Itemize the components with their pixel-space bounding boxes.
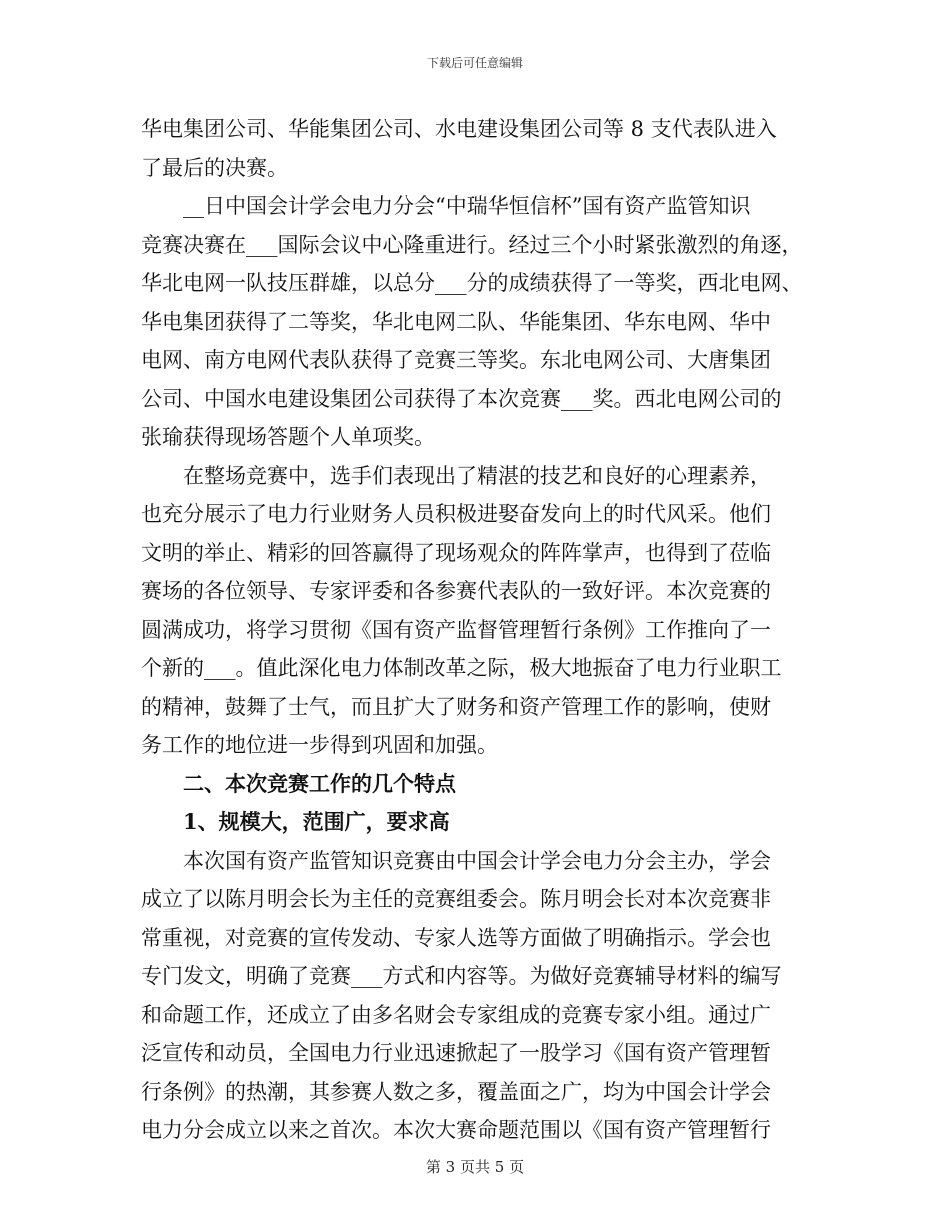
- text-line: 在整场竞赛中，选手们表现出了精湛的技艺和良好的心理素养，: [183, 463, 771, 488]
- text-line: 的精神，鼓舞了士气，而且扩大了财务和资产管理工作的影响，使财: [141, 694, 771, 719]
- text-line: 文明的举止、精彩的回答赢得了现场观众的阵阵掌声，也得到了莅临: [141, 540, 771, 565]
- text-line: 个新的___。值此深化电力体制改革之际，极大地振奋了电力行业职工: [141, 656, 782, 680]
- text-line: 成立了以陈月明会长为主任的竞赛组委会。陈月明会长对本次竞赛非: [141, 887, 771, 911]
- section-heading: 1、规模大，范围广，要求高: [183, 809, 450, 834]
- document-body: [141, 114, 821, 1154]
- text-line: 圆满成功，将学习贯彻《国有资产监督管理暂行条例》工作推向了一: [141, 617, 771, 642]
- text-line: 公司、中国水电建设集团公司获得了本次竞赛___奖。西北电网公司的: [141, 386, 782, 411]
- page-header: 下载后可任意编辑: [426, 56, 523, 70]
- text-line: 华电集团获得了二等奖，华北电网二队、华能集团、华东电网、华中: [141, 309, 771, 334]
- text-line: 也充分展示了电力行业财务人员积极进娶奋发向上的时代风采。他们: [141, 502, 771, 526]
- text-line: 华电集团公司、华能集团公司、水电建设集团公司等 8 支代表队进入: [141, 117, 777, 141]
- text-line: 电网、南方电网代表队获得了竞赛三等奖。东北电网公司、大唐集团: [141, 348, 771, 372]
- text-line: 竞赛决赛在___国际会议中心隆重进行。经过三个小时紧张激烈的角逐，: [141, 232, 803, 257]
- text-line: 常重视，对竞赛的宣传发动、专家人选等方面做了明确指示。学会也: [141, 925, 771, 950]
- text-line: 本次国有资产监管知识竞赛由中国会计学会电力分会主办，学会: [183, 848, 771, 873]
- text-line: 和命题工作，还成立了由多名财会专家组成的竞赛专家小组。通过广: [141, 1002, 771, 1027]
- text-line: 张瑜获得现场答题个人单项奖。: [141, 425, 435, 449]
- text-line: 专门发文，明确了竞赛___方式和内容等。为做好竞赛辅导材料的编写: [141, 964, 782, 988]
- text-line: 泛宣传和动员，全国电力行业迅速掀起了一股学习《国有资产管理暂: [141, 1041, 771, 1065]
- text-line: __日中国会计学会电力分会“中瑞华恒信杯”国有资产监管知识: [183, 194, 751, 218]
- section-heading: 二、本次竞赛工作的几个特点: [183, 770, 456, 796]
- text-line: 行条例》的热潮，其参赛人数之多，覆盖面之广，均为中国会计学会: [141, 1079, 771, 1104]
- text-line: 华北电网一队技压群雄，以总分___分的成绩获得了一等奖，西北电网、: [141, 271, 803, 295]
- text-line: 电力分会成立以来之首次。本次大赛命题范围以《国有资产管理暂行: [141, 1118, 771, 1142]
- text-line: 赛场的各位领导、专家评委和各参赛代表队的一致好评。本次竞赛的: [141, 579, 771, 603]
- page-footer: 第 3 页共 5 页: [425, 1158, 525, 1176]
- text-line: 了最后的决赛。: [141, 155, 288, 180]
- text-line: 务工作的地位进一步得到巩固和加强。: [141, 733, 498, 757]
